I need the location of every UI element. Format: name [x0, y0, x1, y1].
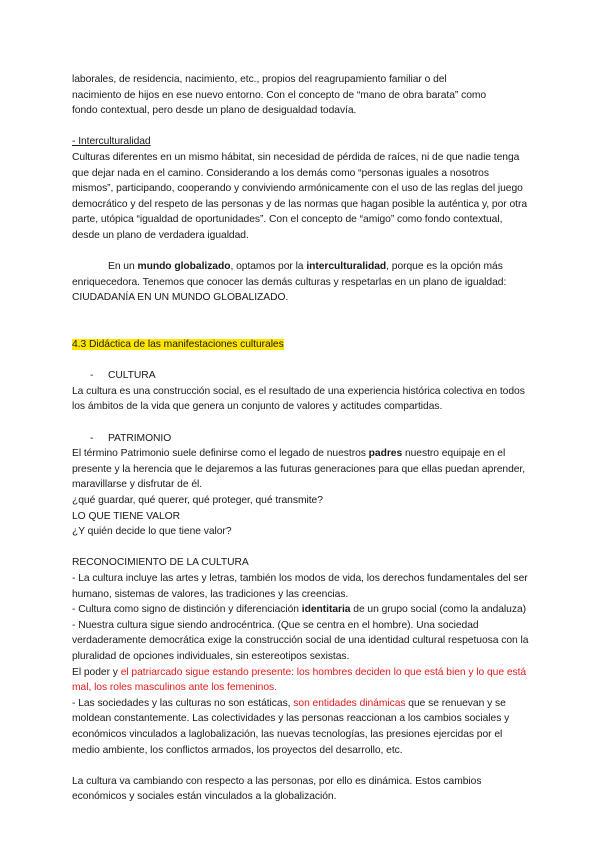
cultura-body: La cultura es una construcción social, es el resultado de una experiencia histórica colectiva en todos los ámbitos de la vida que genera un conjunto de valores y actitudes compartidas. [72, 385, 525, 413]
patrimonio-question-2: ¿Y quién decide lo que tiene valor? [72, 526, 232, 538]
reconocimiento-item-2: - Cultura como signo de distinción y diferenciación identitaria de un grupo social (como la andaluza) [72, 604, 526, 616]
patrimonio-question-1: ¿qué guardar, qué querer, qué proteger, qué transmite? [72, 495, 323, 507]
reconocimiento-title: RECONOCIMIENTO DE LA CULTURA [72, 557, 249, 569]
cultura-bullet: - CULTURA [90, 370, 156, 382]
document-page [72, 72, 532, 805]
intro-line-3: fondo contextual, pero desde un plano de desigualdad todavía. [72, 105, 357, 117]
patrimonio-body: El término Patrimonio suele definirse como el legado de nuestros padres nuestro equipaje en el presente y la herencia que le dejaremos a las futuras generaciones para que ellas puedan aprender, maravillarse y disfrutar de él. [72, 448, 526, 491]
bold-mundo-globalizado: mundo globalizado [137, 261, 231, 273]
reconocimiento-item-5: - Las sociedades y las culturas no son estáticas, son entidades dinámicas que se renuevan y se moldean constantemente. Las colectividades y las personas reaccionan a los cambios sociales y económicos vinculados a laglobalización, las nuevas tecnologías, las presiones ejercidas por el medio ambiente, los conflictos armados, los proyectos del desarrollo, etc. [72, 697, 510, 756]
patrimonio-label: PATRIMONIO [108, 432, 172, 444]
red-patriarcado-text: el patriarcado sigue estando presente: los hombres deciden lo que está bien y lo que está mal, los roles masculinos ante los femeninos. [72, 666, 527, 694]
interculturalidad-heading: - Interculturalidad [72, 136, 151, 148]
reconocimiento-item-3: - Nuestra cultura sigue siendo androcéntrica. (Que se centra en el hombre). Una sociedad verdaderamente democrática exige la construcción social de una identidad cultural respetuosa con la pluralidad de opciones individuales, sin estereotipos sexistas. [72, 619, 529, 662]
reconocimiento-item-1: - La cultura incluye las artes y letras, también los modos de vida, los derechos fundamentales del ser humano, sistemas de valores, las tradiciones y las creencias. [72, 573, 528, 600]
section-title: 4.3 Didáctica de las manifestaciones culturales [72, 339, 284, 351]
cultura-label: CULTURA [108, 370, 156, 382]
bold-identitaria: identitaria [301, 604, 351, 616]
bold-interculturalidad: interculturalidad [306, 261, 387, 273]
red-entidades-dinamicas: son entidades dinámicas [293, 697, 406, 709]
intro-line-1: laborales, de residencia, nacimiento, etc., propios del reagrupamiento familiar o del [72, 74, 447, 85]
patrimonio-bullet: - PATRIMONIO [90, 432, 172, 444]
patrimonio-caps: LO QUE TIENE VALOR [72, 510, 181, 522]
closing-paragraph: La cultura va cambiando con respecto a las personas, por ello es dinámica. Estos cambios económicos y sociales están vinculados a la globalización. [72, 775, 482, 803]
bold-padres: padres [368, 448, 403, 460]
intro-line-2: nacimiento de hijos en ese nuevo entorno. Con el concepto de “mano de obra barata” como [72, 89, 487, 101]
reconocimiento-item-4: El poder y el patriarcado sigue estando presente: los hombres deciden lo que está bien y lo que está mal, los roles masculinos ante los femeninos. [72, 666, 527, 694]
interculturalidad-body: Culturas diferentes en un mismo hábitat, sin necesidad de pérdida de raíces, ni de que nadie tenga que dejar nada en el camino. Considerando a los demás como “personas iguales a nosotros mismos”, participando, cooperando y conviviendo armónicamente con el uso de las reglas del juego democrático y del respeto de las personas y de las normas que hagan posible la auténtica y, por otra parte, utópica “igualdad de oportunidades”. Con el concepto de “amigo” como fondo contextual, desde un plano de verdadera igualdad. [72, 151, 528, 241]
globalizado-paragraph: En un mundo globalizado, optamos por la interculturalidad, porque es la opción más enriquecedora. Tenemos que conocer las demás culturas y respetarlas en un plano de igualdad: CIUDADANÍA EN UN MUNDO GLOBALIZADO. [72, 261, 507, 304]
